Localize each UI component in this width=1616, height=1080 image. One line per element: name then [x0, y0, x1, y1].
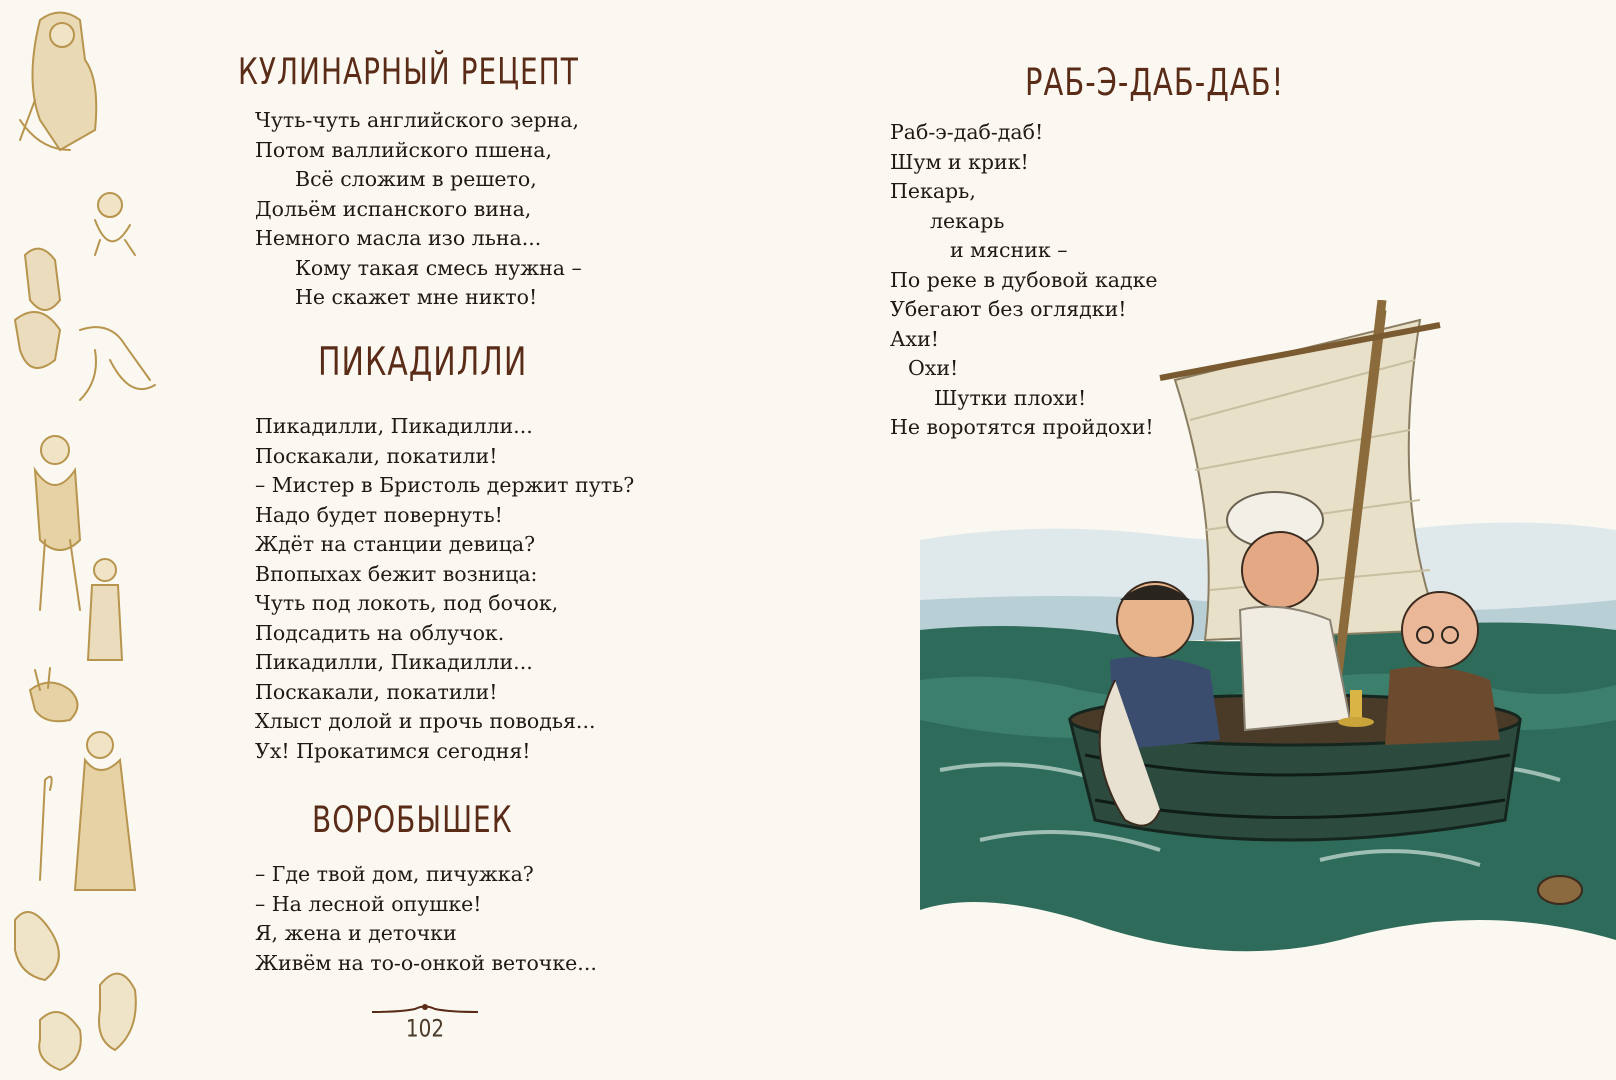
poem-line: Не воротятся пройдохи! [890, 415, 1154, 439]
poem-line: – Мистер в Бристоль держит путь? [255, 473, 635, 497]
poem-line: Шутки плохи! [934, 385, 1087, 410]
poem-line: Кому такая смесь нужна – [295, 255, 582, 280]
poem-sparrow [255, 860, 597, 978]
poem-line: Хлыст долой и прочь поводья... [255, 709, 596, 733]
poem-title-rub-a-dub: РАБ-Э-ДАБ-ДАБ! [1025, 60, 1285, 105]
poem-piccadilly [255, 412, 634, 766]
poem-line: Раб-э-даб-даб! [890, 120, 1044, 144]
poem-line: Охи! [908, 356, 959, 380]
page-number-block [370, 1002, 480, 1043]
poem-line: – На лесной опушке! [255, 891, 482, 916]
poem-line: Не скажет мне никто! [295, 285, 538, 309]
poem-line: Поскакали, покатили! [255, 443, 498, 468]
illustration-svg [920, 300, 1616, 1080]
three-men-in-tub-illustration [920, 300, 1616, 1080]
poem-line: Убегают без оглядки! [890, 297, 1127, 321]
poem-line: Поскакали, покатили! [255, 679, 498, 704]
poem-line: Чуть под локоть, под бочок, [255, 591, 559, 615]
poem-line: Надо будет повернуть! [255, 502, 503, 527]
border-illustrations [0, 0, 170, 1080]
poem-title-piccadilly: ПИКАДИЛЛИ [318, 340, 528, 386]
poem-title-culinary: КУЛИНАРНЫЙ РЕЦЕПТ [238, 50, 579, 93]
poem-line: Ахи! [890, 326, 939, 351]
poem-line: Всё сложим в решето, [295, 167, 537, 191]
poem-line: и мясник – [950, 238, 1068, 262]
poem-line: лекарь [930, 208, 1005, 233]
poem-line: Немного масла изо льна... [255, 226, 542, 250]
poem-line: Дольём испанского вина, [255, 196, 532, 221]
poem-line: Подсадить на облучок. [255, 620, 505, 645]
poem-line: Чуть-чуть английского зерна, [255, 108, 580, 132]
poem-line: Впопыхах бежит возница: [255, 561, 538, 586]
poem-line: Ух! Прокатимся сегодня! [255, 738, 531, 763]
poem-line: Пикадилли, Пикадилли... [255, 650, 533, 674]
decorative-border [0, 0, 170, 1080]
poem-line: Пекарь, [890, 179, 976, 203]
poem-line: Я, жена и деточки [255, 921, 457, 945]
poem-line: Шум и крик! [890, 149, 1029, 174]
page-number: 102 [405, 1013, 445, 1043]
poem-line: Потом валлийского пшена, [255, 137, 552, 162]
poem-line: Живём на то-о-онкой веточке... [255, 950, 597, 975]
poem-line: – Где твой дом, пичужка? [255, 862, 534, 886]
poem-line: Ждёт на станции девица? [255, 532, 536, 556]
poem-line: Пикадилли, Пикадилли... [255, 414, 533, 438]
poem-culinary [255, 106, 582, 313]
poem-title-sparrow: ВОРОБЫШЕК [312, 798, 513, 841]
poem-line: По реке в дубовой кадке [890, 267, 1158, 292]
